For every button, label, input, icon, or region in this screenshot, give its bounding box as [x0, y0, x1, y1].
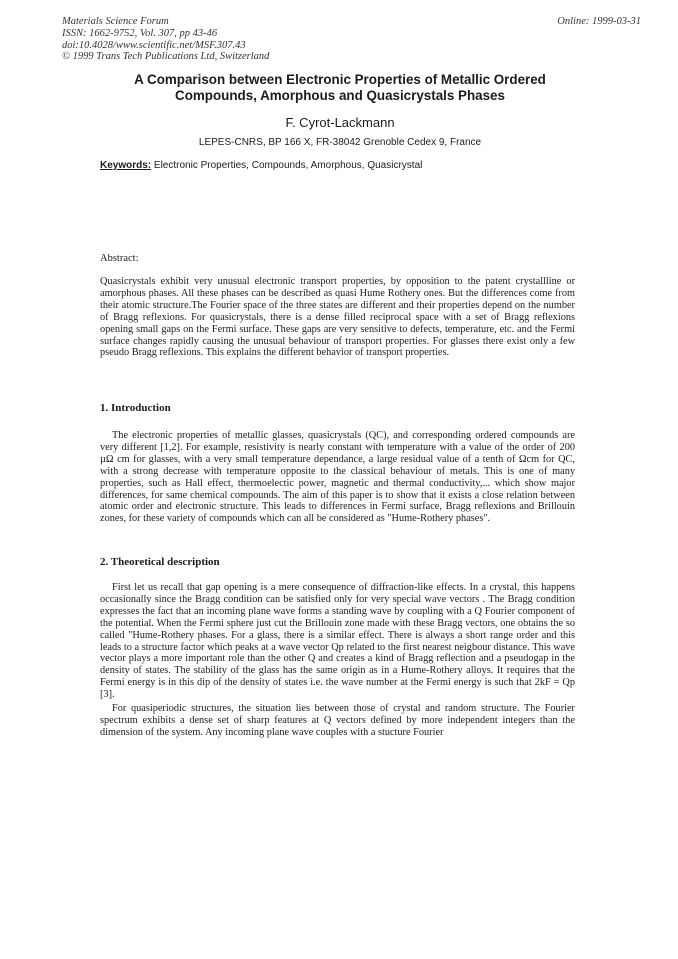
author: F. Cyrot-Lackmann [285, 115, 395, 130]
keywords-label: Keywords: [100, 160, 152, 171]
journal-issn: ISSN: 1662-9752, Vol. 307, pp 43-46 [62, 27, 218, 39]
online-date: Online: 1999-03-31 [557, 16, 641, 27]
title-line-1: A Comparison between Electronic Properties of Metallic Ordered [134, 72, 546, 87]
journal-name: Materials Science Forum [62, 16, 169, 27]
keywords [100, 160, 422, 171]
keywords-text: Electronic Properties, Compounds, Amorphous, Quasicrystal [153, 160, 423, 171]
abstract-text: Quasicrystals exhibit very unusual electronic transport properties, by opposition to the patent crystallline or amorphous phases. All these phases can be described as quasi Hume Rothery ones. But the differences come from their atomic structure.The Fourier space of the three states are different and their properties depend on the number of Bragg reflexions. For quasicrystals, there is a dense filled reciprocal space with a set of Bragg reflexions opening small gaps on the Fermi surface. These gaps are very sensitive to defects, temperature, etc. and the Fermi surface changes rapidly causing the unusual behaviour of transport properties. For glasses there exist only a few pseudo Bragg reflexions. This explains the different behavior of transport properties. [100, 276, 575, 359]
section-heading-introduction: 1. Introduction [100, 402, 171, 414]
paper-title [60, 72, 620, 104]
theoretical-paragraph-1: First let us recall that gap opening is a mere consequence of diffraction-like effects. In a crystal, this happens occasionally since the Bragg condition can be satisfied only for very special wave vectors . The Bragg condition expresses the fact that an incoming plane wave forms a standing wave by coupling with a Q Fourier component of the potential. When the Fermi sphere just cut the Brillouin zone made with these Bragg vectors, one obtains the so called "Hume-Rothery phases. For a glass, there is a similar effect. There is always a short range order and this leads to a structure factor which peaks at a wave vector Qp related to the first nearest neigbour distance. This wave vector plays a more important role than the other Q and creates a kind of Bragg reflection and a pseudogap in the density of states. The stability of the glass has the same origin as in a Hume-Rothery alloys. It requires that the Fermi energy is in this dip of the density of states i.e. the wave number at the Fermi energy is such that 2kF = Qp [3]. [100, 582, 575, 701]
affiliation: LEPES-CNRS, BP 166 X, FR-38042 Grenoble Cedex 9, France [198, 137, 482, 148]
section-heading-theoretical: 2. Theoretical description [100, 556, 220, 568]
journal-copyright: © 1999 Trans Tech Publications Ltd, Switzerland [62, 51, 270, 63]
theoretical-paragraph-2: For quasiperiodic structures, the situation lies between those of crystal and random structure. The Fourier spectrum exhibits a dense set of sharp features at Q vectors defined by more independent integers than the dimension of the system. Any incoming plane wave couples with a stucture Fourier [100, 703, 575, 738]
journal-doi: doi:10.4028/www.scientific.net/MSF.307.43 [62, 39, 246, 51]
title-line-2: Compounds, Amorphous and Quasicrystals Phases [175, 88, 505, 103]
abstract-label: Abstract: [100, 253, 139, 264]
journal-header [62, 16, 269, 63]
introduction-paragraph: The electronic properties of metallic glasses, quasicrystals (QC), and corresponding ordered compounds are very different [1,2]. For example, resistivity is nearly constant with temperature with a value of the order of 200 µΩ cm for glasses, with a very small temperature dependance, a large residual value of a tenth of Ωcm for QC, with a strong decrease with temperature opposite to the classical behaviour of metals. This is one of many properties, such as Hall effect, thermoelectic power, magnetic and thermal conductivity,... which show major differences, for same chemical compounds. The aim of this paper is to show that it exists a close relation between atomic order and electronic structure. This leads to differences in Fermi surface, Bragg reflexions and Brillouin zones, for these variety of compounds which can all be considered as "Hume-Rothery phases". [100, 430, 575, 525]
